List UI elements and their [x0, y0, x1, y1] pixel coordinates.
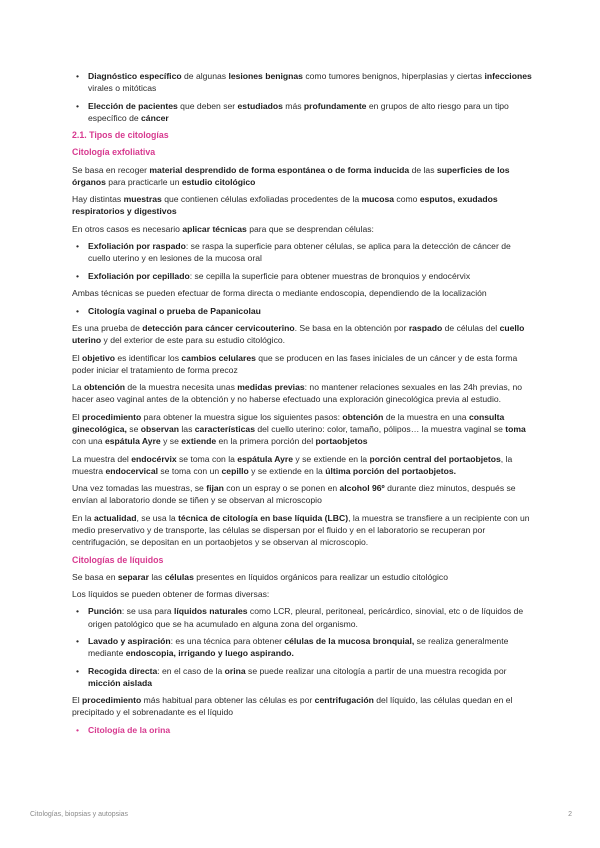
bold-text: endoscopia, irrigando y luego aspirando.: [125, 648, 294, 659]
document-body: [72, 70, 532, 741]
bold-text: extiende: [181, 436, 217, 447]
bold-text: células: [164, 571, 194, 582]
list-item-heading: [72, 724, 532, 736]
bold-text: procedimiento: [82, 695, 142, 706]
text-run: y del exterior de este para su estudio citológico.: [101, 335, 286, 346]
text-run: : en el caso de la: [157, 665, 225, 676]
bold-text: última porción del portaobjetos.: [325, 465, 457, 476]
bold-text: superficies de los órganos: [72, 164, 510, 187]
bold-text: Citología de la orina: [88, 724, 171, 735]
text-run: Es una prueba de: [72, 322, 143, 333]
paragraph: [72, 482, 532, 506]
bold-text: toma: [505, 423, 526, 434]
text-run: las: [179, 423, 195, 434]
bold-text: lesiones benignas: [228, 71, 303, 81]
text-run: Se basa en: [72, 571, 118, 582]
bold-text: detección para cáncer cervicouterino: [142, 322, 295, 333]
bold-text: actualidad: [93, 512, 137, 523]
bold-text: esputos, exudados respiratorios y digestivos: [72, 194, 498, 217]
bold-text: procedimiento: [82, 411, 142, 422]
bold-text: endocervical: [105, 465, 158, 476]
text-run: es identificar los: [114, 352, 182, 363]
list-item: [72, 100, 532, 124]
bold-text: técnica de citología en base líquida (LBC): [178, 512, 349, 523]
text-run: y se extiende en la: [248, 465, 326, 476]
bold-text: medidas previas: [237, 382, 305, 393]
bold-text: Recogida directa: [88, 665, 158, 676]
text-run: y se extiende en la: [293, 453, 370, 464]
page-number: 2: [568, 811, 572, 818]
text-run: : no mantener relaciones sexuales en las 24h previas, no hacer aseo vaginal antes de la obtención y no haberse efectuado una exploración ginecológica previa al estudio.: [72, 382, 523, 405]
paragraph: [72, 193, 532, 217]
text-run: La: [72, 382, 84, 393]
list-item: [72, 635, 532, 659]
bold-text: Elección de pacientes: [88, 100, 178, 111]
section-heading: 2.1. Tipos de citologías: [72, 130, 169, 141]
text-run: para practicarle un: [105, 176, 182, 187]
bold-text: porción central del portaobjetos: [369, 453, 501, 464]
text-run: Los líquidos se pueden obtener de formas diversas:: [72, 589, 270, 600]
bold-text: profundamente: [303, 100, 367, 111]
text-run: y se: [160, 436, 182, 447]
text-run: más: [282, 100, 304, 111]
text-run: de algunas: [181, 71, 229, 81]
paragraph: [72, 512, 532, 549]
paragraph: [72, 453, 532, 477]
bold-text: endocérvix: [131, 453, 177, 464]
paragraph: [72, 694, 532, 718]
bold-text: separar: [117, 571, 149, 582]
text-run: , la muestra se transfiere a un recipiente con un medio preservativo y de transporte, las células se dispersan por el fluido y en el laboratorio se recuperan por centrifugación, se depositan en un portaobjetos y se observan al microscopio.: [72, 512, 530, 548]
text-run: como LCR, pleural, peritoneal, pericárdico, sinovial, etc o de líquidos de origen patológico que se ha acumulado en alguna zona del organismo.: [88, 606, 524, 629]
paragraph: [72, 322, 532, 346]
text-run: se realiza generalmente mediante: [88, 636, 509, 659]
bold-text: objetivo: [82, 352, 115, 363]
bold-text: Punción: [88, 606, 122, 617]
list-item: [72, 665, 532, 689]
bold-text: consulta ginecológica,: [72, 411, 505, 434]
text-run: se toma con la: [176, 453, 238, 464]
text-run: El: [72, 352, 83, 363]
text-run: virales o mitóticas: [88, 83, 157, 94]
text-run: : es una técnica para obtener: [170, 636, 285, 647]
text-run: La muestra del: [72, 453, 132, 464]
text-run: Una vez tomadas las muestras, se: [72, 483, 207, 494]
bold-text: estudiados: [237, 100, 283, 111]
bold-text: orina: [224, 665, 246, 676]
text-run: En otros casos es necesario: [72, 223, 183, 234]
list-item: [72, 305, 532, 317]
text-run: que contienen células exfoliadas procedentes de la: [161, 194, 362, 205]
text-run: de las: [409, 164, 437, 175]
text-run: se puede realizar una citología a partir de una muestra recogida por: [245, 665, 507, 676]
bold-text: estudio citológico: [181, 176, 256, 187]
paragraph: [72, 223, 532, 235]
bold-text: aplicar técnicas: [182, 223, 247, 234]
text-run: presentes en líquidos orgánicos para realizar un estudio citológico: [193, 571, 449, 582]
list-item: [72, 605, 532, 629]
bold-text: mucosa: [361, 194, 395, 205]
bold-text: cáncer: [141, 112, 169, 123]
bold-text: obtención: [342, 411, 384, 422]
text-run: con una: [72, 436, 105, 447]
text-run: se: [126, 423, 141, 434]
text-run: Hay distintas: [72, 194, 124, 205]
text-run: con un espray o se ponen en: [223, 483, 340, 494]
paragraph: [72, 381, 532, 405]
bold-text: líquidos naturales: [173, 606, 248, 617]
subsection-heading: Citología exfoliativa: [72, 147, 156, 158]
paragraph: [72, 164, 532, 188]
text-run: . Se basa en la obtención por: [294, 322, 409, 333]
bold-text: cepillo: [221, 465, 249, 476]
text-run: como: [394, 194, 420, 205]
text-run: Ambas técnicas se pueden efectuar de forma directa o mediante endoscopia, dependiendo de la localización: [72, 288, 487, 299]
bold-text: infecciones: [484, 71, 532, 81]
bold-text: alcohol 96º: [339, 483, 385, 494]
bold-text: espátula Ayre: [104, 436, 161, 447]
paragraph: [72, 352, 532, 376]
text-run: , la muestra: [72, 453, 513, 476]
bold-text: muestras: [123, 194, 162, 205]
footer-title: Citologías, biopsias y autopsias: [30, 811, 129, 818]
bold-text: células de la mucosa bronquial,: [284, 636, 415, 647]
text-run: : se raspa la superficie para obtener células, se aplica para la detección de cáncer de cuello uterino y en lesiones de la mucosa oral: [88, 241, 511, 264]
paragraph: [72, 411, 532, 448]
text-run: las: [148, 571, 165, 582]
bold-text: micción aislada: [88, 677, 153, 688]
paragraph: [72, 588, 532, 600]
text-run: en la primera porción del: [216, 436, 316, 447]
text-run: como tumores benignos, hiperplasias y ciertas: [302, 71, 485, 81]
text-run: se toma con un: [157, 465, 222, 476]
text-run: para que se desprendan células:: [246, 223, 374, 234]
bold-text: Lavado y aspiración: [88, 636, 171, 647]
text-run: para obtener la muestra sigue los siguientes pasos:: [141, 411, 343, 422]
text-run: , se usa la: [136, 512, 179, 523]
text-run: del líquido, las células quedan en el precipitado y el sobrenadante es el líquido: [72, 695, 513, 718]
paragraph: [72, 571, 532, 583]
bold-text: portaobjetos: [315, 436, 368, 447]
bold-text: características: [194, 423, 255, 434]
bold-text: fijan: [206, 483, 224, 494]
text-run: en grupos de alto riesgo para un tipo específico de: [88, 100, 509, 123]
bold-text: Exfoliación por raspado: [88, 241, 186, 252]
bold-text: centrifugación: [314, 695, 374, 706]
text-run: más habitual para obtener las células es por: [141, 695, 315, 706]
list-item: [72, 270, 532, 282]
bold-text: obtención: [83, 382, 126, 393]
text-run: En la: [72, 512, 94, 523]
bold-text: cuello uterino: [72, 322, 525, 346]
text-run: de la muestra en una: [383, 411, 469, 422]
bold-text: cambios celulares: [181, 352, 256, 363]
bold-text: raspado: [408, 322, 443, 333]
bold-text: Exfoliación por cepillado: [88, 270, 190, 281]
list-item: [72, 240, 532, 264]
text-run: : se usa para: [121, 606, 174, 617]
text-run: Se basa en recoger: [72, 164, 150, 175]
text-run: El: [72, 695, 83, 706]
bold-text: espátula Ayre: [237, 453, 294, 464]
subsection-heading: Citologías de líquidos: [72, 554, 164, 565]
bold-text: observan: [140, 423, 179, 434]
text-run: de la muestra necesita unas: [125, 382, 238, 393]
list-item: [72, 70, 532, 94]
text-run: El: [72, 411, 83, 422]
text-run: del cuello uterino: color, tamaño, pólipos… la muestra vaginal se: [254, 423, 506, 434]
text-run: que se producen en las fases iniciales de un cáncer y de esta forma poder iniciar el tratamiento de forma precoz: [72, 352, 518, 375]
bold-text: Citología vaginal o prueba de Papanicolau: [88, 305, 261, 316]
paragraph: [72, 287, 532, 299]
text-run: de células del: [442, 322, 500, 333]
text-run: que deben ser: [177, 100, 238, 111]
text-run: : se cepilla la superficie para obtener muestras de bronquios y endocérvix: [189, 270, 471, 281]
bold-text: Diagnóstico específico: [88, 71, 182, 81]
text-run: durante diez minutos, después se envían al laboratorio donde se tiñen y se observan al microscopio: [72, 483, 516, 506]
bold-text: material desprendido de forma espontánea o de forma inducida: [149, 164, 410, 175]
